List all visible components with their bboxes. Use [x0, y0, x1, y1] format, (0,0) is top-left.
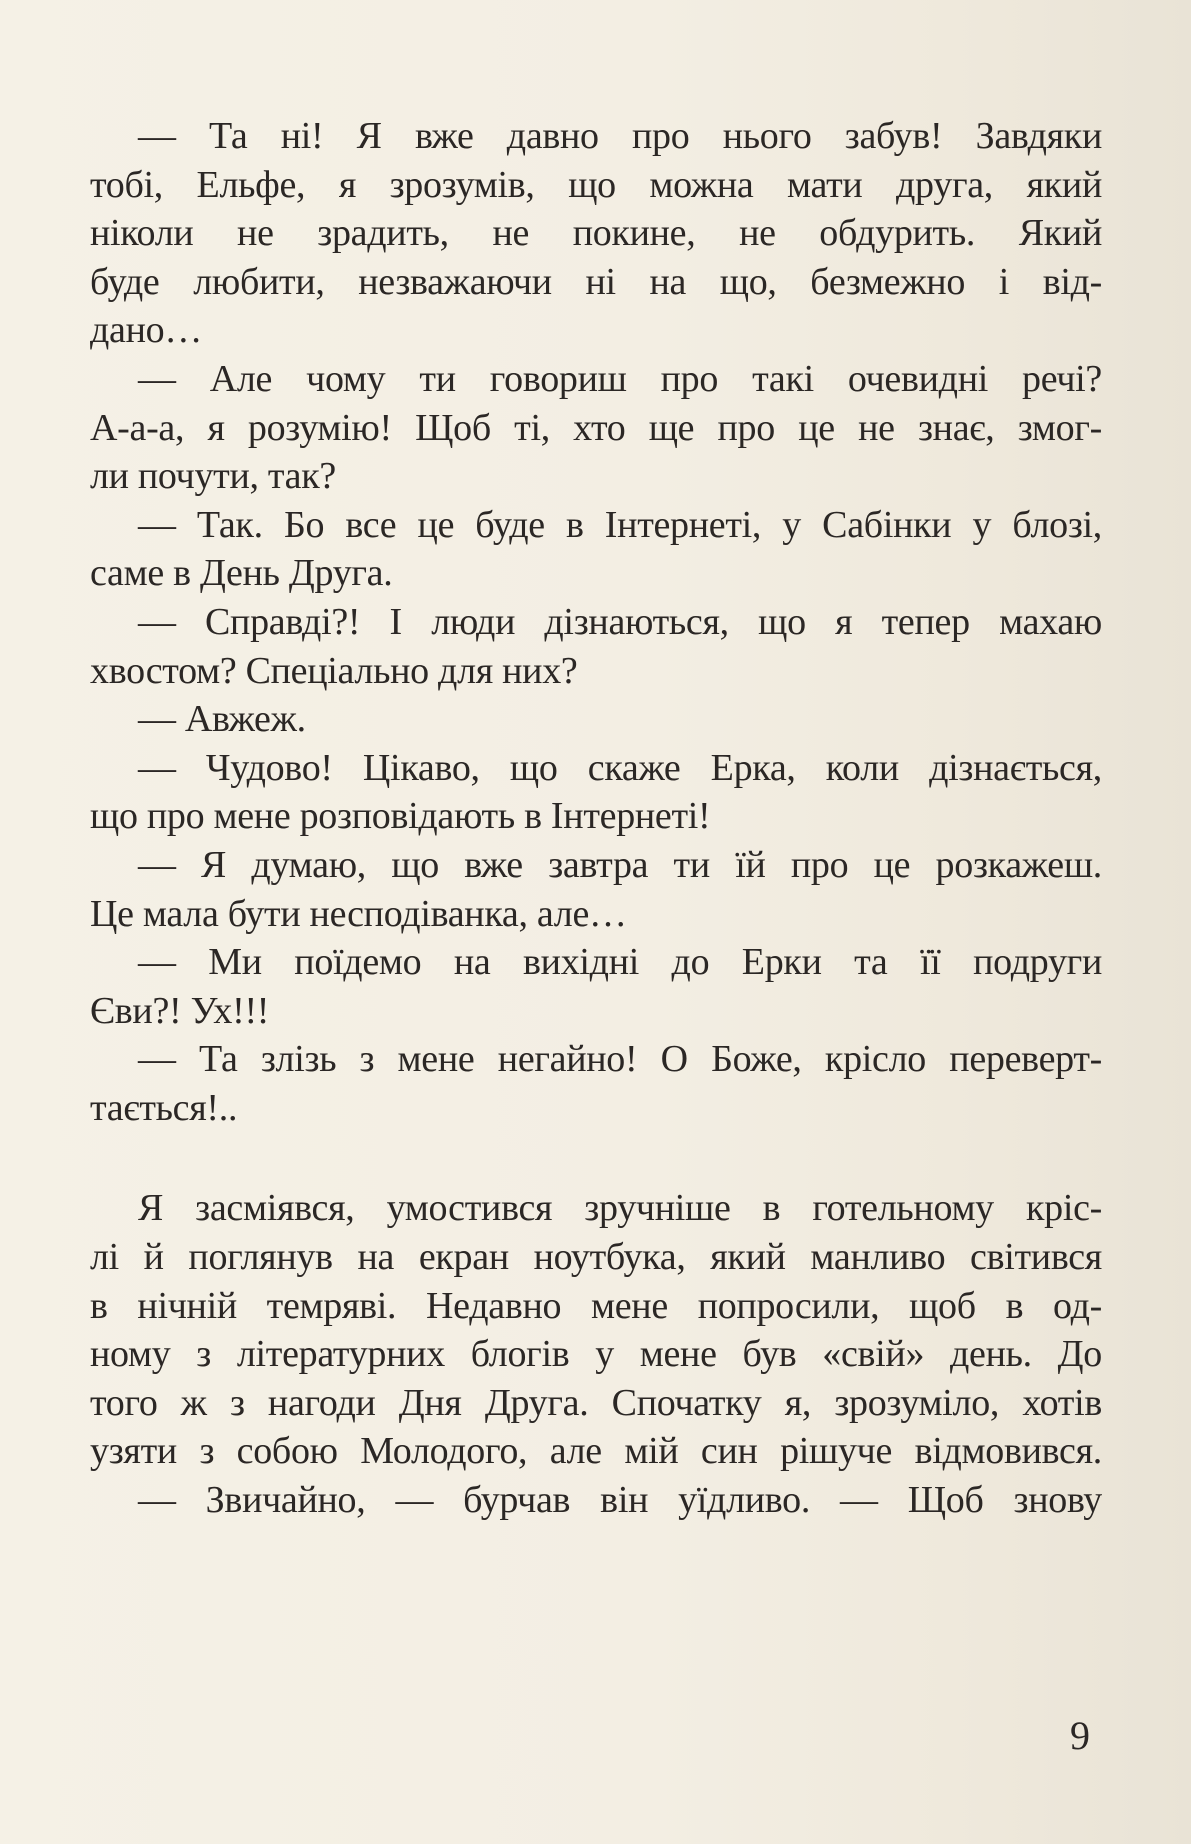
text-line: хвостом? Спеціально для них? [90, 649, 578, 692]
text-line: — Справді?! І люди дізнаються, що я тепер махаю [138, 600, 1102, 643]
text-line: саме в День Друга. [90, 552, 393, 595]
body-text [90, 112, 1102, 1525]
text-line: Єви?! Ух!!! [90, 989, 270, 1032]
text-line: ли почути, так? [90, 455, 336, 498]
text-line: того ж з нагоди Дня Друга. Спочатку я, зрозуміло, хотів [90, 1381, 1102, 1424]
text-line: в нічній темряві. Недавно мене попросили, щоб в од- [90, 1284, 1102, 1327]
text-line: буде любити, незважаючи ні на що, безмежно і від- [90, 260, 1102, 303]
text-line: — Звичайно, — бурчав він уїдливо. — Щоб знову [138, 1479, 1102, 1522]
text-line: — Так. Бо все це буде в Інтернеті, у Сабінки у блозі, [138, 503, 1102, 546]
page-number: 9 [1070, 1713, 1090, 1758]
text-line: — Але чому ти говориш про такі очевидні речі? [138, 357, 1102, 400]
text-line: ніколи не зрадить, не покине, не обдурить. Який [90, 212, 1102, 255]
text-line: узяти з собою Молодого, але мій син рішуче відмовився. [90, 1430, 1102, 1473]
text-line: Я засміявся, умостився зручніше в готельному кріс- [138, 1187, 1102, 1230]
text-line: — Ми поїдемо на вихідні до Ерки та її подруги [138, 941, 1102, 984]
text-line: тобі, Ельфе, я зрозумів, що можна мати друга, який [90, 163, 1102, 206]
text-line: дано… [90, 309, 203, 352]
text-line: Це мала бути несподіванка, але… [90, 892, 627, 935]
text-line: ному з літературних блогів у мене був «свій» день. До [90, 1333, 1102, 1376]
text-line: — Чудово! Цікаво, що скаже Ерка, коли дізнається, [138, 746, 1102, 789]
paragraph-gap [90, 1132, 1102, 1184]
text-line: — Я думаю, що вже завтра ти їй про це розкажеш. [138, 843, 1102, 886]
text-line: лі й поглянув на екран ноутбука, який манливо світився [90, 1236, 1102, 1279]
text-line: — Авжеж. [138, 698, 306, 741]
text-line: — Та ні! Я вже давно про нього забув! Завдяки [138, 115, 1102, 157]
text-line: А-а-а, я розумію! Щоб ті, хто ще про це не знає, змог- [90, 406, 1102, 449]
text-line: — Та злізь з мене негайно! О Боже, крісло переверт- [138, 1038, 1102, 1081]
text-line: тається!.. [90, 1086, 238, 1129]
text-line: що про мене розповідають в Інтернеті! [90, 795, 711, 838]
